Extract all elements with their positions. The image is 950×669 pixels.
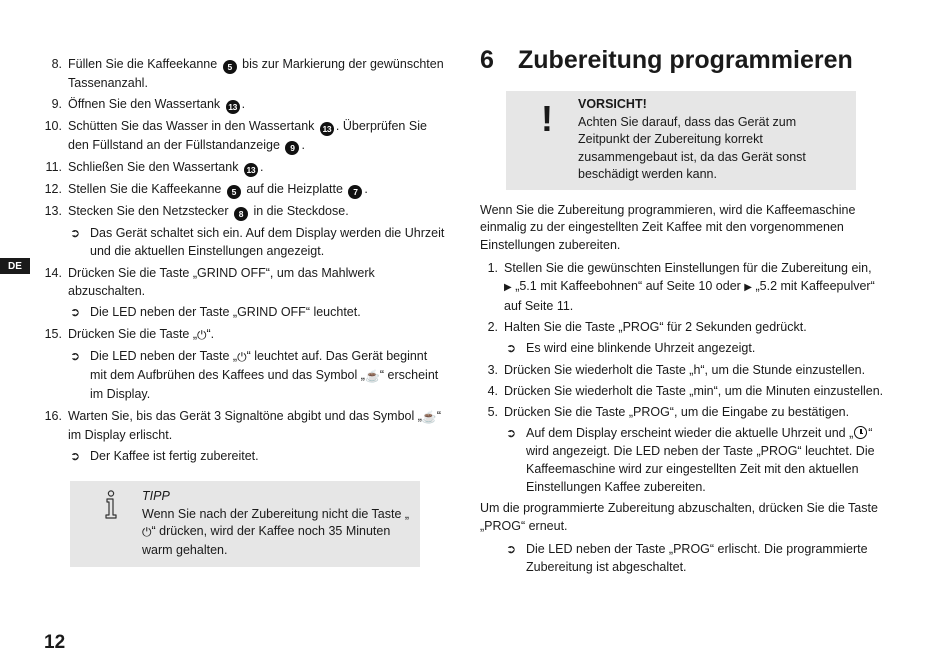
left-column xyxy=(40,55,445,567)
part-number-badge: 9 xyxy=(285,141,299,155)
power-icon: ⏻ xyxy=(197,328,207,342)
step-15: 15. Drücken Sie die Taste „⏻“. xyxy=(44,327,215,342)
info-icon xyxy=(80,488,142,559)
cross-reference-arrow-icon: ▶ xyxy=(744,282,752,293)
part-number-badge: 7 xyxy=(348,185,362,199)
result-16: ➲ Der Kaffee ist fertig zubereitet. xyxy=(70,449,259,463)
warning-box xyxy=(506,91,856,190)
part-number-badge: 8 xyxy=(234,207,248,221)
result-13: ➲ Das Gerät schaltet sich ein. Auf dem Display werden die Uhrzeit und die aktuellen Einstellungen angezeigt. xyxy=(70,226,445,258)
result-5: ➲ Auf dem Display erscheint wieder die aktuelle Uhrzeit und „ “ wird angezeigt. Die LED neben der Taste „PROG“ leuchtet. Die Kaffeemaschine wird zur eingestellten Zeit mit den aktuellen Einstellungen Kaffee zubereiten. xyxy=(506,426,875,494)
exclamation-icon: ! xyxy=(541,98,553,139)
warning-text: Achten Sie darauf, dass das Gerät zum Zeitpunkt der Zubereitung korrekt zusammengebaut ist, da das Gerät sonst beschädigt werden kann. xyxy=(578,114,806,181)
step-11: 11. Schließen Sie den Wassertank 13 . xyxy=(45,160,264,175)
step-5: 5. Drücken Sie die Taste „PROG“, um die Eingabe zu bestätigen. xyxy=(487,405,850,419)
result-2: ➲ Es wird eine blinkende Uhrzeit angezeigt. xyxy=(506,341,756,355)
intro-paragraph: Wenn Sie die Zubereitung programmieren, wird die Kaffeemaschine einmalig zu der eingestellten Zeit Kaffee mit den vorgenommenen Einstellungen zubereiten. xyxy=(480,202,856,252)
tip-text: Wenn Sie nach der Zubereitung nicht die Taste „⏻“ drücken, wird der Kaffee noch 35 Minuten warm gehalten. xyxy=(142,506,410,557)
result-arrow-icon: ➲ xyxy=(70,305,81,319)
result-arrow-icon: ➲ xyxy=(506,542,517,556)
step-4: 4. Drücken Sie wiederholt die Taste „min“, um die Minuten einzustellen. xyxy=(487,384,884,398)
part-number-badge: 13 xyxy=(244,163,258,177)
step-12: 12. Stellen Sie die Kaffeekanne 5 auf die Heizplatte 7 . xyxy=(44,182,368,197)
step-3: 3. Drücken Sie wiederholt die Taste „h“, um die Stunde einzustellen. xyxy=(487,363,866,377)
clock-icon xyxy=(854,426,867,439)
result-arrow-icon: ➲ xyxy=(70,226,81,240)
step-14: 14. Drücken Sie die Taste „GRIND OFF“, um das Mahlwerk abzuschalten. xyxy=(44,266,375,298)
coffee-cup-icon: ☕ xyxy=(364,369,380,383)
result-arrow-icon: ➲ xyxy=(70,449,81,463)
step-1: 1. Stellen Sie die gewünschten Einstellungen für die Zubereitung ein, ▶ „5.1 mit Kaffeebohnen“ auf Seite 10 oder ▶ „5.2 mit Kaffeepulver“ auf Seite 11. xyxy=(487,261,875,313)
result-15: ➲ Die LED neben der Taste „⏻“ leuchtet auf. Das Gerät beginnt mit dem Aufbrühen des Kaffees und das Symbol „☕“ erscheint im Display. xyxy=(70,349,439,401)
result-arrow-icon: ➲ xyxy=(506,426,517,440)
cross-reference-arrow-icon: ▶ xyxy=(504,282,512,293)
part-number-badge: 13 xyxy=(226,100,240,114)
power-icon: ⏻ xyxy=(237,350,247,364)
final-result: ➲ Die LED neben der Taste „PROG“ erlischt. Die programmierte Zubereitung ist abgeschaltet. xyxy=(506,542,868,574)
result-arrow-icon: ➲ xyxy=(70,349,81,363)
warning-title: VORSICHT! xyxy=(578,97,647,111)
part-number-badge: 5 xyxy=(223,60,237,74)
tip-title: TIPP xyxy=(142,489,170,503)
page-number: 12 xyxy=(44,632,66,653)
right-column xyxy=(480,46,890,580)
tip-box xyxy=(70,481,420,567)
result-arrow-icon: ➲ xyxy=(506,341,517,355)
part-number-badge: 13 xyxy=(320,122,334,136)
step-10: 10. Schütten Sie das Wasser in den Wassertank 13 . Überprüfen Sie den Füllstand an der Füllstandanzeige 9 . xyxy=(44,119,427,153)
step-13: 13. Stecken Sie den Netzstecker 8 in die Steckdose. xyxy=(44,204,349,219)
part-number-badge: 5 xyxy=(227,185,241,199)
outro-paragraph: Um die programmierte Zubereitung abzuschalten, drücken Sie die Taste „PROG“ erneut. xyxy=(480,501,878,533)
coffee-cup-icon: ☕ xyxy=(421,410,437,424)
step-2: 2. Halten Sie die Taste „PROG“ für 2 Sekunden gedrückt. xyxy=(487,320,807,334)
language-tab: DE xyxy=(0,258,30,274)
power-icon: ⏻ xyxy=(142,525,152,539)
step-8: 8. Füllen Sie die Kaffeekanne 5 bis zur Markierung der gewünschten Tassenanzahl. xyxy=(51,57,444,90)
result-14: ➲ Die LED neben der Taste „GRIND OFF“ leuchtet. xyxy=(70,305,361,319)
step-16: 16. Warten Sie, bis das Gerät 3 Signaltöne abgibt und das Symbol „☕“ im Display erlischt. xyxy=(44,409,442,442)
section-heading: 6 Zubereitung programmieren xyxy=(480,46,853,74)
step-9: 9. Öffnen Sie den Wassertank 13 . xyxy=(51,97,246,112)
